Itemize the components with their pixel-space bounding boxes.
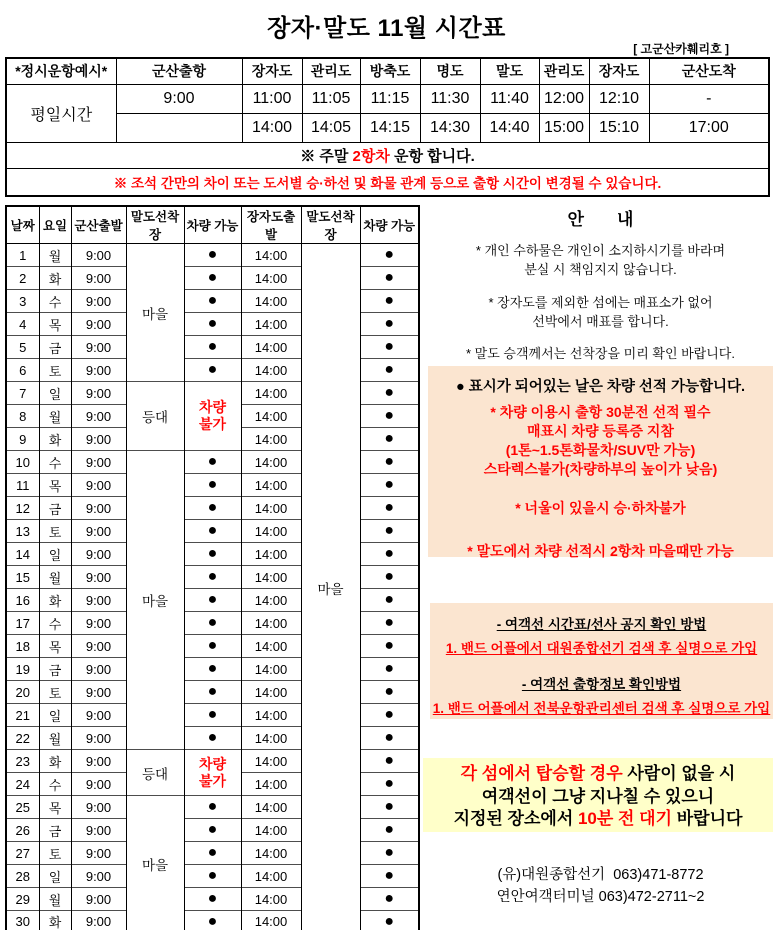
trip1-time-cell: -	[649, 84, 769, 113]
date-cell: 30	[6, 911, 39, 930]
gunsan-depart-cell: 9:00	[71, 244, 126, 267]
notice-item-ticketing: * 장자도를 제외한 섬에는 매표소가 없어 선박에서 매표를 합니다.	[488, 294, 713, 329]
vehicle-ok2-cell: ●	[360, 865, 419, 888]
vehicle-ok-cell: ●	[184, 727, 241, 750]
vehicle-ok2-cell: ●	[360, 635, 419, 658]
trip2-time-cell: 17:00	[649, 113, 769, 142]
notice-section	[428, 205, 773, 378]
jangja-depart-cell: 14:00	[241, 451, 301, 474]
jangja-depart-cell: 14:00	[241, 612, 301, 635]
example-schedule-table	[5, 57, 770, 197]
gunsan-depart-cell: 9:00	[71, 865, 126, 888]
day-cell: 화	[39, 589, 71, 612]
vehicle-ok2-cell: ●	[360, 267, 419, 290]
date-cell: 29	[6, 888, 39, 911]
vehicle-ok2-cell: ●	[360, 819, 419, 842]
gunsan-depart-cell: 9:00	[71, 888, 126, 911]
vehicle-ok2-cell: ●	[360, 704, 419, 727]
trip2-time-cell: 14:15	[360, 113, 420, 142]
day-cell: 토	[39, 359, 71, 382]
vehicle-ok-cell: ●	[184, 658, 241, 681]
vehicle-ok2-cell: ●	[360, 796, 419, 819]
date-cell: 7	[6, 382, 39, 405]
notice-item-baggage: * 개인 수하물은 개인이 소지하시기를 바라며 분실 시 책임지지 않습니다.	[475, 243, 726, 277]
day-cell: 화	[39, 267, 71, 290]
vehicle-ok-cell: ●	[184, 704, 241, 727]
gunsan-depart-cell: 9:00	[71, 612, 126, 635]
day-cell: 일	[39, 382, 71, 405]
trip1-row	[6, 84, 769, 113]
gunsan-depart-cell: 9:00	[71, 796, 126, 819]
vehicle-ok-cell: ●	[184, 589, 241, 612]
day-cell: 일	[39, 865, 71, 888]
date-cell: 1	[6, 244, 39, 267]
date-cell: 6	[6, 359, 39, 382]
jangja-depart-cell: 14:00	[241, 842, 301, 865]
date-cell: 18	[6, 635, 39, 658]
vehicle-ok2-cell: ●	[360, 451, 419, 474]
gunsan-depart-cell: 9:00	[71, 267, 126, 290]
gunsan-depart-cell: 9:00	[71, 635, 126, 658]
gunsan-depart-cell: 9:00	[71, 704, 126, 727]
date-cell: 9	[6, 428, 39, 451]
vehicle-blocked-cell: 차량 불가	[184, 382, 241, 451]
vehicle-box-swell-note: * 너울이 있을시 승·하차불가	[515, 500, 686, 516]
date-cell: 17	[6, 612, 39, 635]
day-cell: 금	[39, 658, 71, 681]
date-cell: 11	[6, 474, 39, 497]
example-header-cell: 장자도	[589, 58, 649, 84]
example-header-cell: 장자도	[242, 58, 302, 84]
example-header-cell: 관리도	[302, 58, 360, 84]
day-cell: 월	[39, 566, 71, 589]
daily-header-cell: 장자도출발	[241, 206, 301, 244]
maldo-dock2-cell: 마을	[301, 244, 360, 930]
gunsan-depart-cell: 9:00	[71, 313, 126, 336]
vehicle-ok-cell: ●	[184, 612, 241, 635]
day-cell: 수	[39, 612, 71, 635]
example-header-cell: 군산출항	[116, 58, 242, 84]
trip2-time-cell: 14:00	[242, 113, 302, 142]
date-cell: 2	[6, 267, 39, 290]
vehicle-ok2-cell: ●	[360, 727, 419, 750]
date-cell: 25	[6, 796, 39, 819]
vehicle-ok2-cell: ●	[360, 842, 419, 865]
gunsan-depart-cell: 9:00	[71, 543, 126, 566]
vehicle-ok-cell: ●	[184, 819, 241, 842]
jangja-depart-cell: 14:00	[241, 819, 301, 842]
vehicle-ok-cell: ●	[184, 543, 241, 566]
example-header-row	[6, 58, 769, 84]
day-cell: 월	[39, 244, 71, 267]
jangja-depart-cell: 14:00	[241, 382, 301, 405]
day-cell: 목	[39, 635, 71, 658]
vehicle-ok2-cell: ●	[360, 543, 419, 566]
contact-info	[428, 864, 773, 908]
date-cell: 13	[6, 520, 39, 543]
vehicle-ok-cell: ●	[184, 796, 241, 819]
day-cell: 목	[39, 313, 71, 336]
vehicle-ok-cell: ●	[184, 635, 241, 658]
day-cell: 금	[39, 819, 71, 842]
date-cell: 16	[6, 589, 39, 612]
jangja-depart-cell: 14:00	[241, 796, 301, 819]
maldo-dock-cell: 등대	[126, 750, 184, 796]
date-cell: 14	[6, 543, 39, 566]
day-cell: 월	[39, 727, 71, 750]
vehicle-ok2-cell: ●	[360, 911, 419, 930]
tide-note: ※ 조석 간만의 차이 또는 도서별 승·하선 및 화물 관계 등으로 출항 시간이 변경될 수 있습니다.	[6, 168, 769, 196]
date-cell: 12	[6, 497, 39, 520]
jangja-depart-cell: 14:00	[241, 336, 301, 359]
date-cell: 27	[6, 842, 39, 865]
trip1-time-cell: 11:15	[360, 84, 420, 113]
daily-header-cell: 차량 가능	[360, 206, 419, 244]
gunsan-departure-empty-cell	[116, 113, 242, 142]
date-cell: 23	[6, 750, 39, 773]
jangja-depart-cell: 14:00	[241, 359, 301, 382]
daily-header-row	[6, 206, 419, 244]
jangja-depart-cell: 14:00	[241, 543, 301, 566]
day-cell: 토	[39, 842, 71, 865]
example-header-cell: 관리도	[539, 58, 589, 84]
vehicle-ok2-cell: ●	[360, 428, 419, 451]
vehicle-ok-cell: ●	[184, 267, 241, 290]
vehicle-ok2-cell: ●	[360, 520, 419, 543]
day-cell: 화	[39, 911, 71, 930]
jangja-depart-cell: 14:00	[241, 750, 301, 773]
vehicle-box-heading: ● 표시가 되어있는 날은 차량 선적 가능합니다.	[455, 379, 746, 395]
jangja-depart-cell: 14:00	[241, 497, 301, 520]
notice-item-maldo: * 말도 승객께서는 선착장을 미리 확인 바랍니다.	[466, 346, 735, 362]
vehicle-ok2-cell: ●	[360, 658, 419, 681]
vehicle-ok2-cell: ●	[360, 382, 419, 405]
gunsan-depart-cell: 9:00	[71, 497, 126, 520]
jangja-depart-cell: 14:00	[241, 635, 301, 658]
vehicle-ok-cell: ●	[184, 451, 241, 474]
info-section2-body: 1. 밴드 어플에서 전북운항관리센터 검색 후 실명으로 가입	[432, 701, 771, 716]
vessel-label: [ 고군산카훼리호 ]	[633, 42, 729, 56]
jangja-depart-cell: 14:00	[241, 267, 301, 290]
weekend-note-highlight: 2항차	[352, 147, 390, 165]
trip2-time-cell: 14:40	[480, 113, 539, 142]
gunsan-depart-cell: 9:00	[71, 819, 126, 842]
vehicle-box-rules: * 차량 이용시 출항 30분전 선적 필수 매표시 차량 등록증 지참 (1톤~1.5톤화물차/SUV만 가능) 스타렉스불가(차량하부의 높이가 낮음)	[483, 404, 718, 477]
daily-header-cell: 차량 가능	[184, 206, 241, 244]
gunsan-depart-cell: 9:00	[71, 589, 126, 612]
gunsan-depart-cell: 9:00	[71, 727, 126, 750]
jangja-depart-cell: 14:00	[241, 290, 301, 313]
vehicle-ok-cell: ●	[184, 244, 241, 267]
day-cell: 일	[39, 543, 71, 566]
day-cell: 월	[39, 405, 71, 428]
jangja-depart-cell: 14:00	[241, 428, 301, 451]
weekend-note-suffix: 운항 합니다.	[389, 147, 475, 165]
vehicle-ok2-cell: ●	[360, 474, 419, 497]
gunsan-depart-cell: 9:00	[71, 474, 126, 497]
gunsan-depart-cell: 9:00	[71, 382, 126, 405]
jangja-depart-cell: 14:00	[241, 911, 301, 930]
gunsan-depart-cell: 9:00	[71, 911, 126, 930]
trip2-time-cell: 15:10	[589, 113, 649, 142]
jangja-depart-cell: 14:00	[241, 313, 301, 336]
vehicle-ok-cell: ●	[184, 681, 241, 704]
info-section1-title: - 여객선 시간표/선사 공지 확인 방법	[496, 617, 707, 632]
day-cell: 목	[39, 474, 71, 497]
weekend-note-prefix: ※ 주말	[300, 147, 353, 165]
jangja-depart-cell: 14:00	[241, 727, 301, 750]
vehicle-ok2-cell: ●	[360, 313, 419, 336]
jangja-depart-cell: 14:00	[241, 474, 301, 497]
maldo-dock-cell: 마을	[126, 796, 184, 930]
gunsan-depart-cell: 9:00	[71, 520, 126, 543]
vehicle-ok2-cell: ●	[360, 750, 419, 773]
date-cell: 26	[6, 819, 39, 842]
day-cell: 화	[39, 750, 71, 773]
trip1-time-cell: 12:10	[589, 84, 649, 113]
trip2-time-cell: 15:00	[539, 113, 589, 142]
gunsan-depart-cell: 9:00	[71, 773, 126, 796]
example-header-cell: 명도	[420, 58, 480, 84]
day-cell: 토	[39, 681, 71, 704]
vehicle-ok2-cell: ●	[360, 244, 419, 267]
date-cell: 19	[6, 658, 39, 681]
vehicle-ok-cell: ●	[184, 842, 241, 865]
jangja-depart-cell: 14:00	[241, 589, 301, 612]
vehicle-ok-cell: ●	[184, 290, 241, 313]
date-cell: 20	[6, 681, 39, 704]
vehicle-ok-cell: ●	[184, 865, 241, 888]
day-cell: 금	[39, 497, 71, 520]
example-header-cell: 말도	[480, 58, 539, 84]
gunsan-departure-cell: 9:00	[116, 84, 242, 113]
gunsan-depart-cell: 9:00	[71, 658, 126, 681]
daily-row	[6, 244, 419, 267]
gunsan-depart-cell: 9:00	[71, 359, 126, 382]
day-cell: 토	[39, 520, 71, 543]
vehicle-ok2-cell: ●	[360, 888, 419, 911]
date-cell: 4	[6, 313, 39, 336]
example-header-cell: *정시운항예시*	[6, 58, 116, 84]
vehicle-ok-cell: ●	[184, 313, 241, 336]
jangja-depart-cell: 14:00	[241, 704, 301, 727]
example-header-cell: 군산도착	[649, 58, 769, 84]
maldo-dock-cell: 마을	[126, 451, 184, 750]
weekday-label-cell: 평일시간	[6, 84, 116, 142]
vehicle-ok2-cell: ●	[360, 612, 419, 635]
jangja-depart-cell: 14:00	[241, 865, 301, 888]
gunsan-depart-cell: 9:00	[71, 405, 126, 428]
weekend-note-row	[6, 142, 769, 168]
day-cell: 일	[39, 704, 71, 727]
date-cell: 22	[6, 727, 39, 750]
date-cell: 5	[6, 336, 39, 359]
daily-header-cell: 요일	[39, 206, 71, 244]
jangja-depart-cell: 14:00	[241, 681, 301, 704]
jangja-depart-cell: 14:00	[241, 888, 301, 911]
date-cell: 15	[6, 566, 39, 589]
trip1-time-cell: 11:05	[302, 84, 360, 113]
trip2-time-cell: 14:05	[302, 113, 360, 142]
date-cell: 10	[6, 451, 39, 474]
gunsan-depart-cell: 9:00	[71, 428, 126, 451]
date-cell: 21	[6, 704, 39, 727]
page-title: 장자·말도 11월 시간표	[267, 15, 506, 42]
vehicle-ok-cell: ●	[184, 888, 241, 911]
vehicle-ok2-cell: ●	[360, 566, 419, 589]
daily-table-body	[6, 244, 419, 930]
gunsan-depart-cell: 9:00	[71, 750, 126, 773]
daily-header-cell: 말도선착장	[301, 206, 360, 244]
vehicle-ok2-cell: ●	[360, 681, 419, 704]
notice-title: 안 내	[567, 210, 634, 229]
day-cell: 수	[39, 773, 71, 796]
info-section2-title: - 여객선 출항정보 확인방법	[521, 677, 682, 692]
vehicle-ok-cell: ●	[184, 520, 241, 543]
jangja-depart-cell: 14:00	[241, 520, 301, 543]
vehicle-ok2-cell: ●	[360, 773, 419, 796]
vehicle-blocked-cell: 차량 불가	[184, 750, 241, 796]
trip1-time-cell: 11:40	[480, 84, 539, 113]
trip1-time-cell: 12:00	[539, 84, 589, 113]
daily-schedule-table	[5, 205, 420, 930]
gunsan-depart-cell: 9:00	[71, 336, 126, 359]
vehicle-ok2-cell: ●	[360, 405, 419, 428]
date-cell: 28	[6, 865, 39, 888]
vehicle-ok2-cell: ●	[360, 336, 419, 359]
date-cell: 24	[6, 773, 39, 796]
day-cell: 화	[39, 428, 71, 451]
vehicle-ok-cell: ●	[184, 566, 241, 589]
day-cell: 수	[39, 290, 71, 313]
tide-note-row	[6, 168, 769, 196]
gunsan-depart-cell: 9:00	[71, 842, 126, 865]
contact-terminal: 연안여객터미널 063)472-2711~2	[496, 889, 705, 905]
vehicle-ok-cell: ●	[184, 497, 241, 520]
trip1-time-cell: 11:30	[420, 84, 480, 113]
band-app-info-box	[430, 603, 773, 719]
trip2-row	[6, 113, 769, 142]
vehicle-ok-cell: ●	[184, 359, 241, 382]
boarding-warning-box: 각 섬에서 탑승할 경우 사람이 없을 시 여객선이 그냥 지나칠 수 있으니 지정된 장소에서 10분 전 대기 바랍니다	[423, 758, 773, 832]
weekend-note	[6, 142, 769, 168]
gunsan-depart-cell: 9:00	[71, 681, 126, 704]
daily-header-cell: 날짜	[6, 206, 39, 244]
vehicle-ok2-cell: ●	[360, 359, 419, 382]
maldo-dock-cell: 등대	[126, 382, 184, 451]
day-cell: 월	[39, 888, 71, 911]
vehicle-ok2-cell: ●	[360, 290, 419, 313]
info-section1-body: 1. 밴드 어플에서 대원종합선기 검색 후 실명으로 가입	[445, 641, 758, 656]
jangja-depart-cell: 14:00	[241, 566, 301, 589]
vehicle-ok-cell: ●	[184, 911, 241, 930]
date-cell: 3	[6, 290, 39, 313]
daily-header-cell: 말도선착장	[126, 206, 184, 244]
daily-header-cell: 군산출발	[71, 206, 126, 244]
gunsan-depart-cell: 9:00	[71, 451, 126, 474]
trip1-time-cell: 11:00	[242, 84, 302, 113]
day-cell: 금	[39, 336, 71, 359]
jangja-depart-cell: 14:00	[241, 405, 301, 428]
maldo-dock-cell: 마을	[126, 244, 184, 382]
date-cell: 8	[6, 405, 39, 428]
vehicle-ok-cell: ●	[184, 336, 241, 359]
vehicle-ok2-cell: ●	[360, 497, 419, 520]
gunsan-depart-cell: 9:00	[71, 566, 126, 589]
jangja-depart-cell: 14:00	[241, 773, 301, 796]
vehicle-loading-box	[428, 366, 773, 557]
vehicle-box-maldo-note: * 말도에서 차량 선적시 2항차 마을때만 가능	[467, 543, 734, 559]
gunsan-depart-cell: 9:00	[71, 290, 126, 313]
day-cell: 수	[39, 451, 71, 474]
trip2-time-cell: 14:30	[420, 113, 480, 142]
jangja-depart-cell: 14:00	[241, 658, 301, 681]
vehicle-ok-cell: ●	[184, 474, 241, 497]
vehicle-ok2-cell: ●	[360, 589, 419, 612]
day-cell: 목	[39, 796, 71, 819]
example-header-cell: 방축도	[360, 58, 420, 84]
contact-company: (유)대원종합선기 063)471-8772	[497, 867, 704, 883]
jangja-depart-cell: 14:00	[241, 244, 301, 267]
